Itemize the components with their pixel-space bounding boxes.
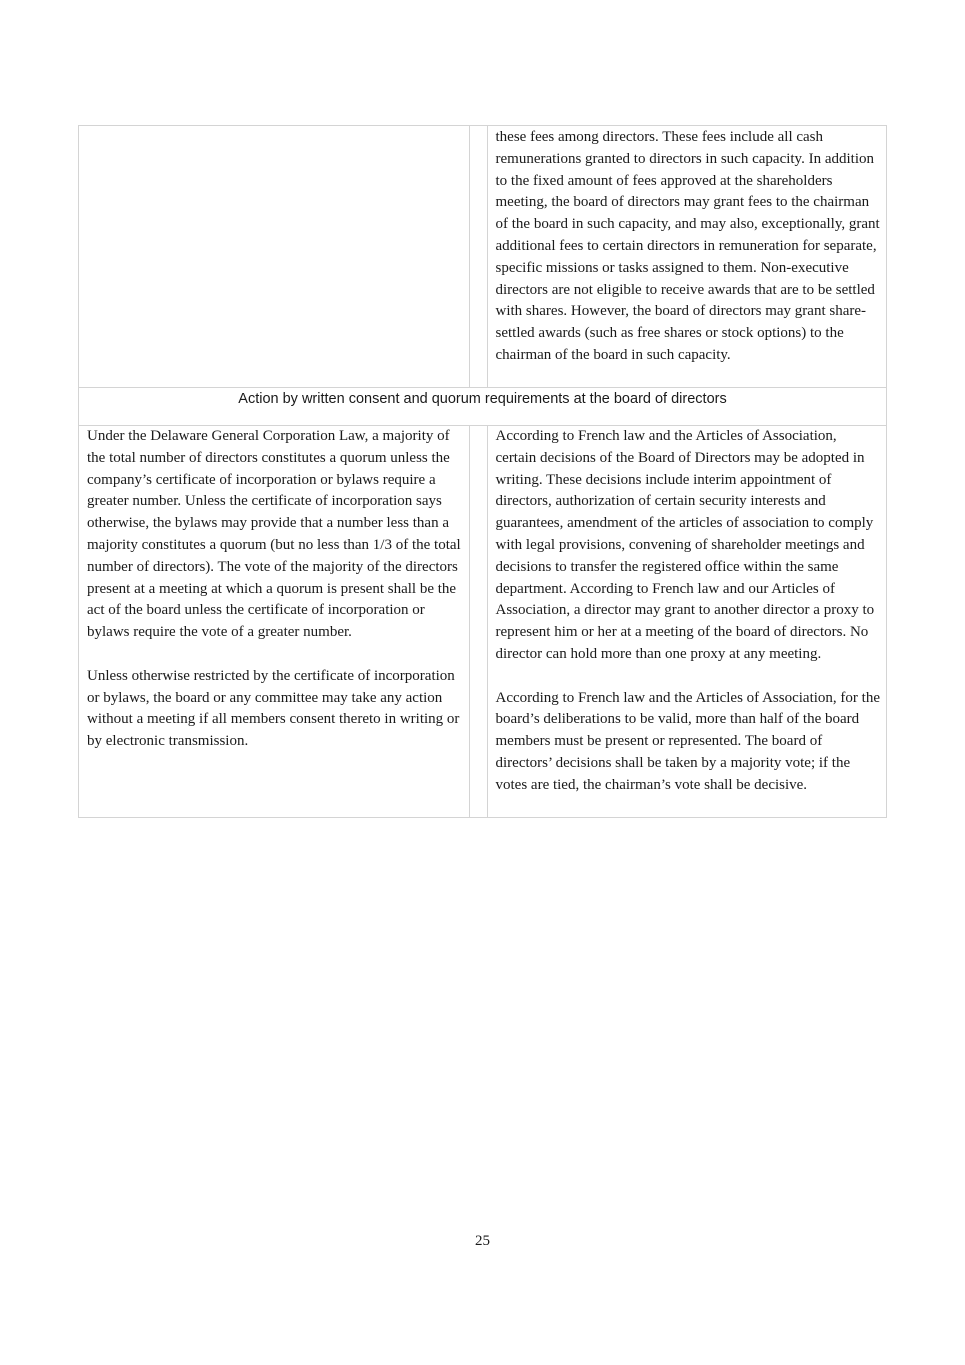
comparison-table [78, 125, 887, 818]
delaware-paragraph-quorum: Under the Delaware General Corporation Law, a majority of the total number of directors constitutes a quorum unless the company’s certificate of incorporation or bylaws require a greater number. Unless the certificate of incorporation says otherwise, the bylaws may provide that a number less than a majority constitutes a quorum (but no less than 1/3 of the total number of directors). The vote of the majority of the directors present at a meeting at which a quorum is present shall be the act of the board unless the certificate of incorporation or bylaws require the vote of a greater number. [87, 428, 461, 641]
delaware-cell-quorum [79, 426, 470, 818]
table-row-quorum [79, 426, 887, 818]
french-paragraph-deliberations: According to French law and the Articles of Association, for the board’s deliberations to be valid, more than half of the board members must be present or represented. The board of directors’ decisions shall be taken by a majority vote; if the votes are tied, the chairman’s vote shall be decisive. [495, 689, 880, 793]
french-paragraph-written-decisions: According to French law and the Articles of Association, certain decisions of the Board of Directors may be adopted in writing. These decisions include interim appointment of directors, authorization of certain security interests and guarantees, amendment of the articles of association to comply with legal provisions, convening of shareholder meetings and decisions to transfer the registered office within the same department. According to French law and our Articles of Association, a director may grant to another director a proxy to represent him or her at a meeting of the board of directors. No director can hold more than one proxy at any meeting. [495, 428, 875, 662]
french-cell-continuation [487, 126, 887, 388]
section-heading-cell [79, 388, 887, 426]
table-row-section-heading [79, 388, 887, 426]
spacer-cell [470, 126, 487, 388]
paragraph-gap [79, 644, 469, 666]
spacer-cell [470, 426, 487, 818]
delaware-paragraph-written-consent: Unless otherwise restricted by the certificate of incorporation or bylaws, the board or any committee may take any action without a meeting if all members consent thereto in writing or by electronic transmission. [87, 667, 460, 750]
delaware-cell-empty [79, 126, 470, 388]
french-text-directors-fees: these fees among directors. These fees include all cash remunerations granted to directors in such capacity. In addition to the fixed amount of fees approved at the shareholders meeting, the board of directors may grant fees to the chairman of the board in such capacity, and may also, exceptionally, grant additional fees to certain directors in remuneration for separate, specific missions or tasks assigned to them. Non-executive directors are not eligible to receive awards that are to be settled with shares. However, the board of directors may grant share-settled awards (such as free shares or stock options) to the chairman of the board in such capacity. [495, 129, 880, 363]
paragraph-gap [488, 666, 887, 688]
table-row-continuation [79, 126, 887, 388]
french-cell-quorum [487, 426, 887, 818]
page-number: 25 [475, 1233, 490, 1249]
section-heading: Action by written consent and quorum requirements at the board of directors [238, 391, 727, 407]
